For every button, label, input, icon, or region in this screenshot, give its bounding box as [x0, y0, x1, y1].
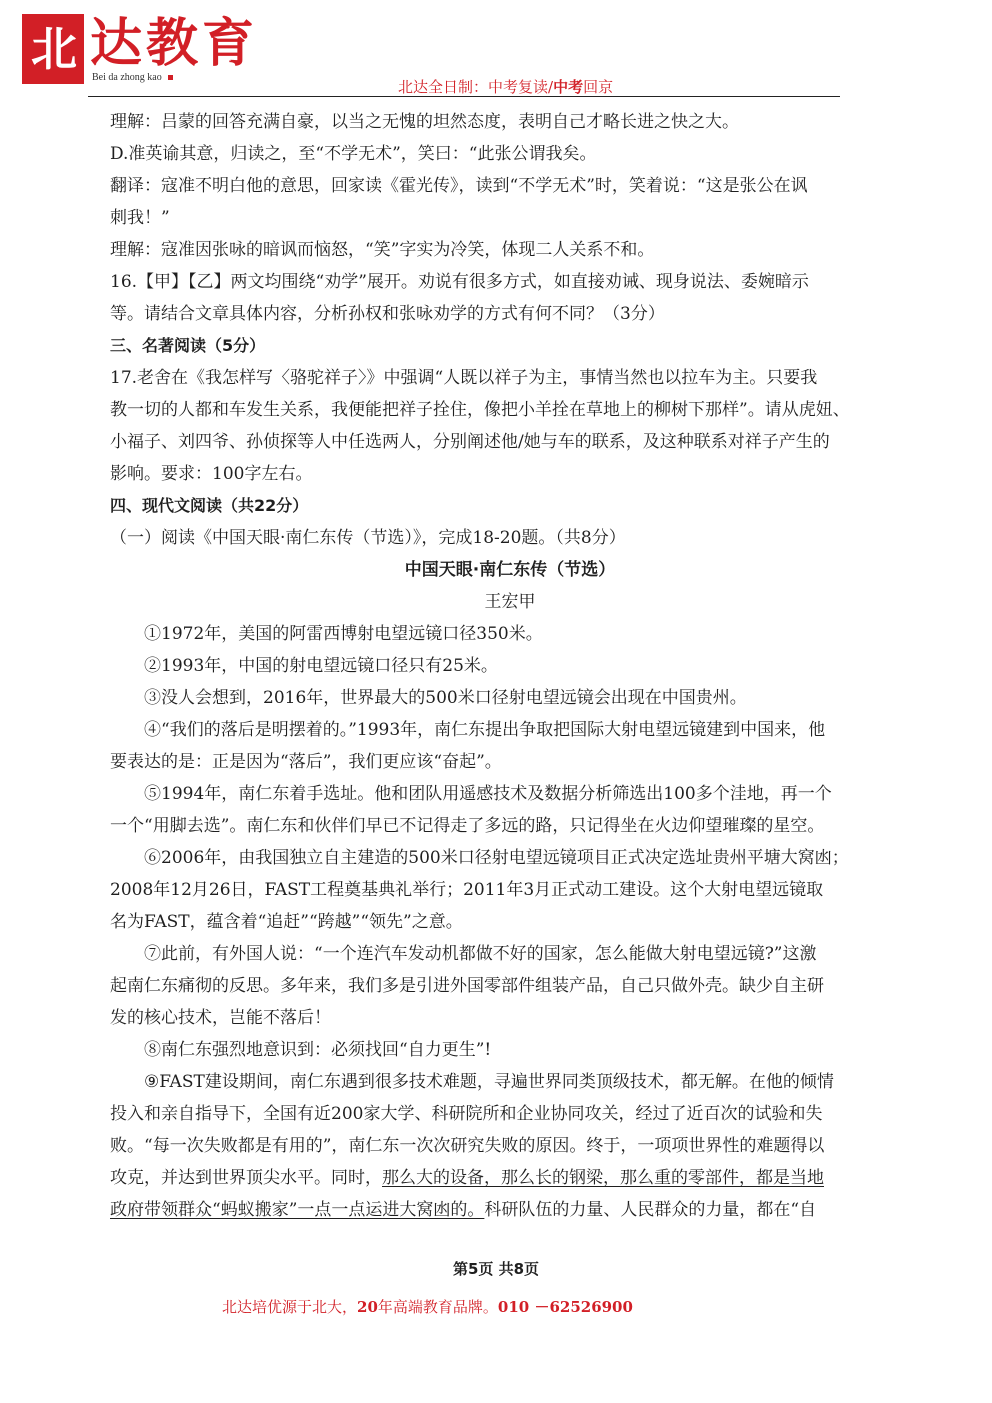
text-line — [110, 1162, 910, 1194]
logo-name: 达教育 — [90, 13, 259, 74]
text-line: 理解：寇准因张咏的暗讽而恼怒，“笑”字实为冷笑，体现二人关系不和。 — [110, 240, 655, 260]
underlined-sentence: 那么大的设备，那么长的钢梁，那么重的零部件，都是当地 — [382, 1168, 824, 1188]
header-divider — [88, 96, 840, 97]
text-line: 刺我！” — [110, 208, 170, 228]
tagline-part-c: 回京 — [583, 78, 614, 96]
text-line: 影响。要求：100字左右。 — [110, 464, 313, 484]
paragraph-6: ⑥2006年，由我国独立自主建造的500米口径射电望远镜项目正式决定选址贵州平塘大窝凼； — [144, 848, 849, 868]
text-line: 等。请结合文章具体内容，分析孙权和张咏劝学的方式有何不同？（3分） — [110, 304, 665, 324]
paragraph-7: ⑦此前，有外国人说：“一个连汽车发动机都做不好的国家，怎么能做大射电望远镜?”这激 — [144, 944, 817, 964]
logo-pinyin — [92, 72, 173, 83]
section-heading-4: 四、现代文阅读（共22分） — [110, 496, 309, 515]
paragraph-3: ③没人会想到，2016年，世界最大的500米口径射电望远镜会出现在中国贵州。 — [144, 688, 747, 708]
text-line: 败。“每一次失败都是有用的”，南仁东一次次研究失败的原因。终于，一项项世界性的难题得以 — [110, 1136, 825, 1156]
logo-pinyin-text: Bei da zhong kao — [92, 72, 162, 83]
paragraph-5: ⑤1994年，南仁东着手选址。他和团队用遥感技术及数据分析筛选出100多个洼地，再一个 — [144, 784, 832, 804]
paragraph-2: ②1993年，中国的射电望远镜口径只有25米。 — [144, 656, 498, 676]
slogan-phone: 010 －62526900 — [497, 1298, 633, 1316]
text-line: 名为FAST，蕴含着“追赶”“跨越”“领先”之意。 — [110, 912, 463, 932]
text-line: 发的核心技术，岂能不落后！ — [110, 1008, 331, 1028]
text-segment: 科研队伍的力量、人民群众的力量，都在“自 — [484, 1200, 817, 1220]
slogan-part-b: 20 — [357, 1298, 378, 1316]
article-author: 王宏甲 — [484, 592, 536, 612]
slogan-part-a: 北达培优源于北大， — [222, 1298, 358, 1316]
text-line: 2008年12月26日，FAST工程奠基典礼举行；2011年3月正式动工建设。这个大射电望远镜取 — [110, 880, 824, 900]
logo-square-icon — [168, 75, 173, 80]
logo-mark: 北 — [22, 14, 84, 84]
footer-slogan — [222, 1296, 633, 1317]
article-title: 中国天眼·南仁东传（节选） — [404, 560, 616, 580]
text-line: 投入和亲自指导下，全国有近200家大学、科研院所和企业协同攻关，经过了近百次的试验和失 — [110, 1104, 823, 1124]
paragraph-9: ⑨FAST建设期间，南仁东遇到很多技术难题，寻遍世界同类顶级技术，都无解。在他的倾情 — [144, 1072, 834, 1092]
text-line: 教一切的人都和车发生关系，我便能把祥子拴住，像把小羊拴在草地上的柳树下那样”。请从虎妞、 — [110, 400, 850, 420]
slogan-part-c: 年高端教育品牌。 — [377, 1298, 498, 1316]
section-heading-3: 三、名著阅读（5分） — [110, 336, 266, 355]
text-line: 起南仁东痛彻的反思。多年来，我们多是引进外国零部件组装产品，自己只做外壳。缺少自主研 — [110, 976, 824, 996]
text-line: D.准英谕其意，归读之，至“不学无术”，笑曰：“此张公谓我矣。 — [110, 144, 597, 164]
text-line — [110, 1194, 910, 1226]
underlined-sentence-end: 政府带领群众“蚂蚁搬家”一点一点运进大窝凼的。 — [110, 1200, 485, 1220]
tagline-part-b: 中考 — [553, 78, 584, 96]
text-line: 一个“用脚去选”。南仁东和伙伴们早已不记得走了多远的路，只记得坐在火边仰望璀璨的星空。 — [110, 816, 825, 836]
text-segment: 攻克，并达到世界顶尖水平。同时， — [110, 1168, 382, 1188]
page-content — [110, 106, 910, 1226]
header-tagline — [398, 76, 613, 97]
tagline-part-a: 北达全日制：中考复读/ — [398, 78, 554, 96]
text-line: 要表达的是：正是因为“落后”，我们更应该“奋起”。 — [110, 752, 502, 772]
paragraph-8: ⑧南仁东强烈地意识到：必须找回“自力更生”! — [144, 1040, 492, 1060]
paragraph-1: ①1972年，美国的阿雷西博射电望远镜口径350米。 — [144, 624, 543, 644]
question-16: 16.【甲】【乙】两文均围绕“劝学”展开。劝说有很多方式，如直接劝诫、现身说法、委婉暗示 — [110, 272, 809, 292]
paragraph-4: ④“我们的落后是明摆着的。”1993年，南仁东提出争取把国际大射电望远镜建到中国来，他 — [144, 720, 826, 740]
text-line: 小福子、刘四爷、孙侦探等人中任选两人，分别阐述他/她与车的联系，及这种联系对祥子产生的 — [110, 432, 830, 452]
text-line: 翻译：寇准不明白他的意思，回家读《霍光传》，读到“不学无术”时，笑着说：“这是张公在讽 — [110, 176, 808, 196]
page-number: 第5页 共8页 — [452, 1260, 540, 1278]
text-line: 理解：吕蒙的回答充满自豪，以当之无愧的坦然态度，表明自己才略长进之快之大。 — [110, 112, 739, 132]
question-17: 17.老舍在《我怎样写〈骆驼祥子〉》中强调“人既以祥子为主，事情当然也以拉车为主。只要我 — [110, 368, 818, 388]
subsection-heading: （一）阅读《中国天眼·南仁东传（节选）》，完成18-20题。（共8分） — [110, 528, 626, 548]
